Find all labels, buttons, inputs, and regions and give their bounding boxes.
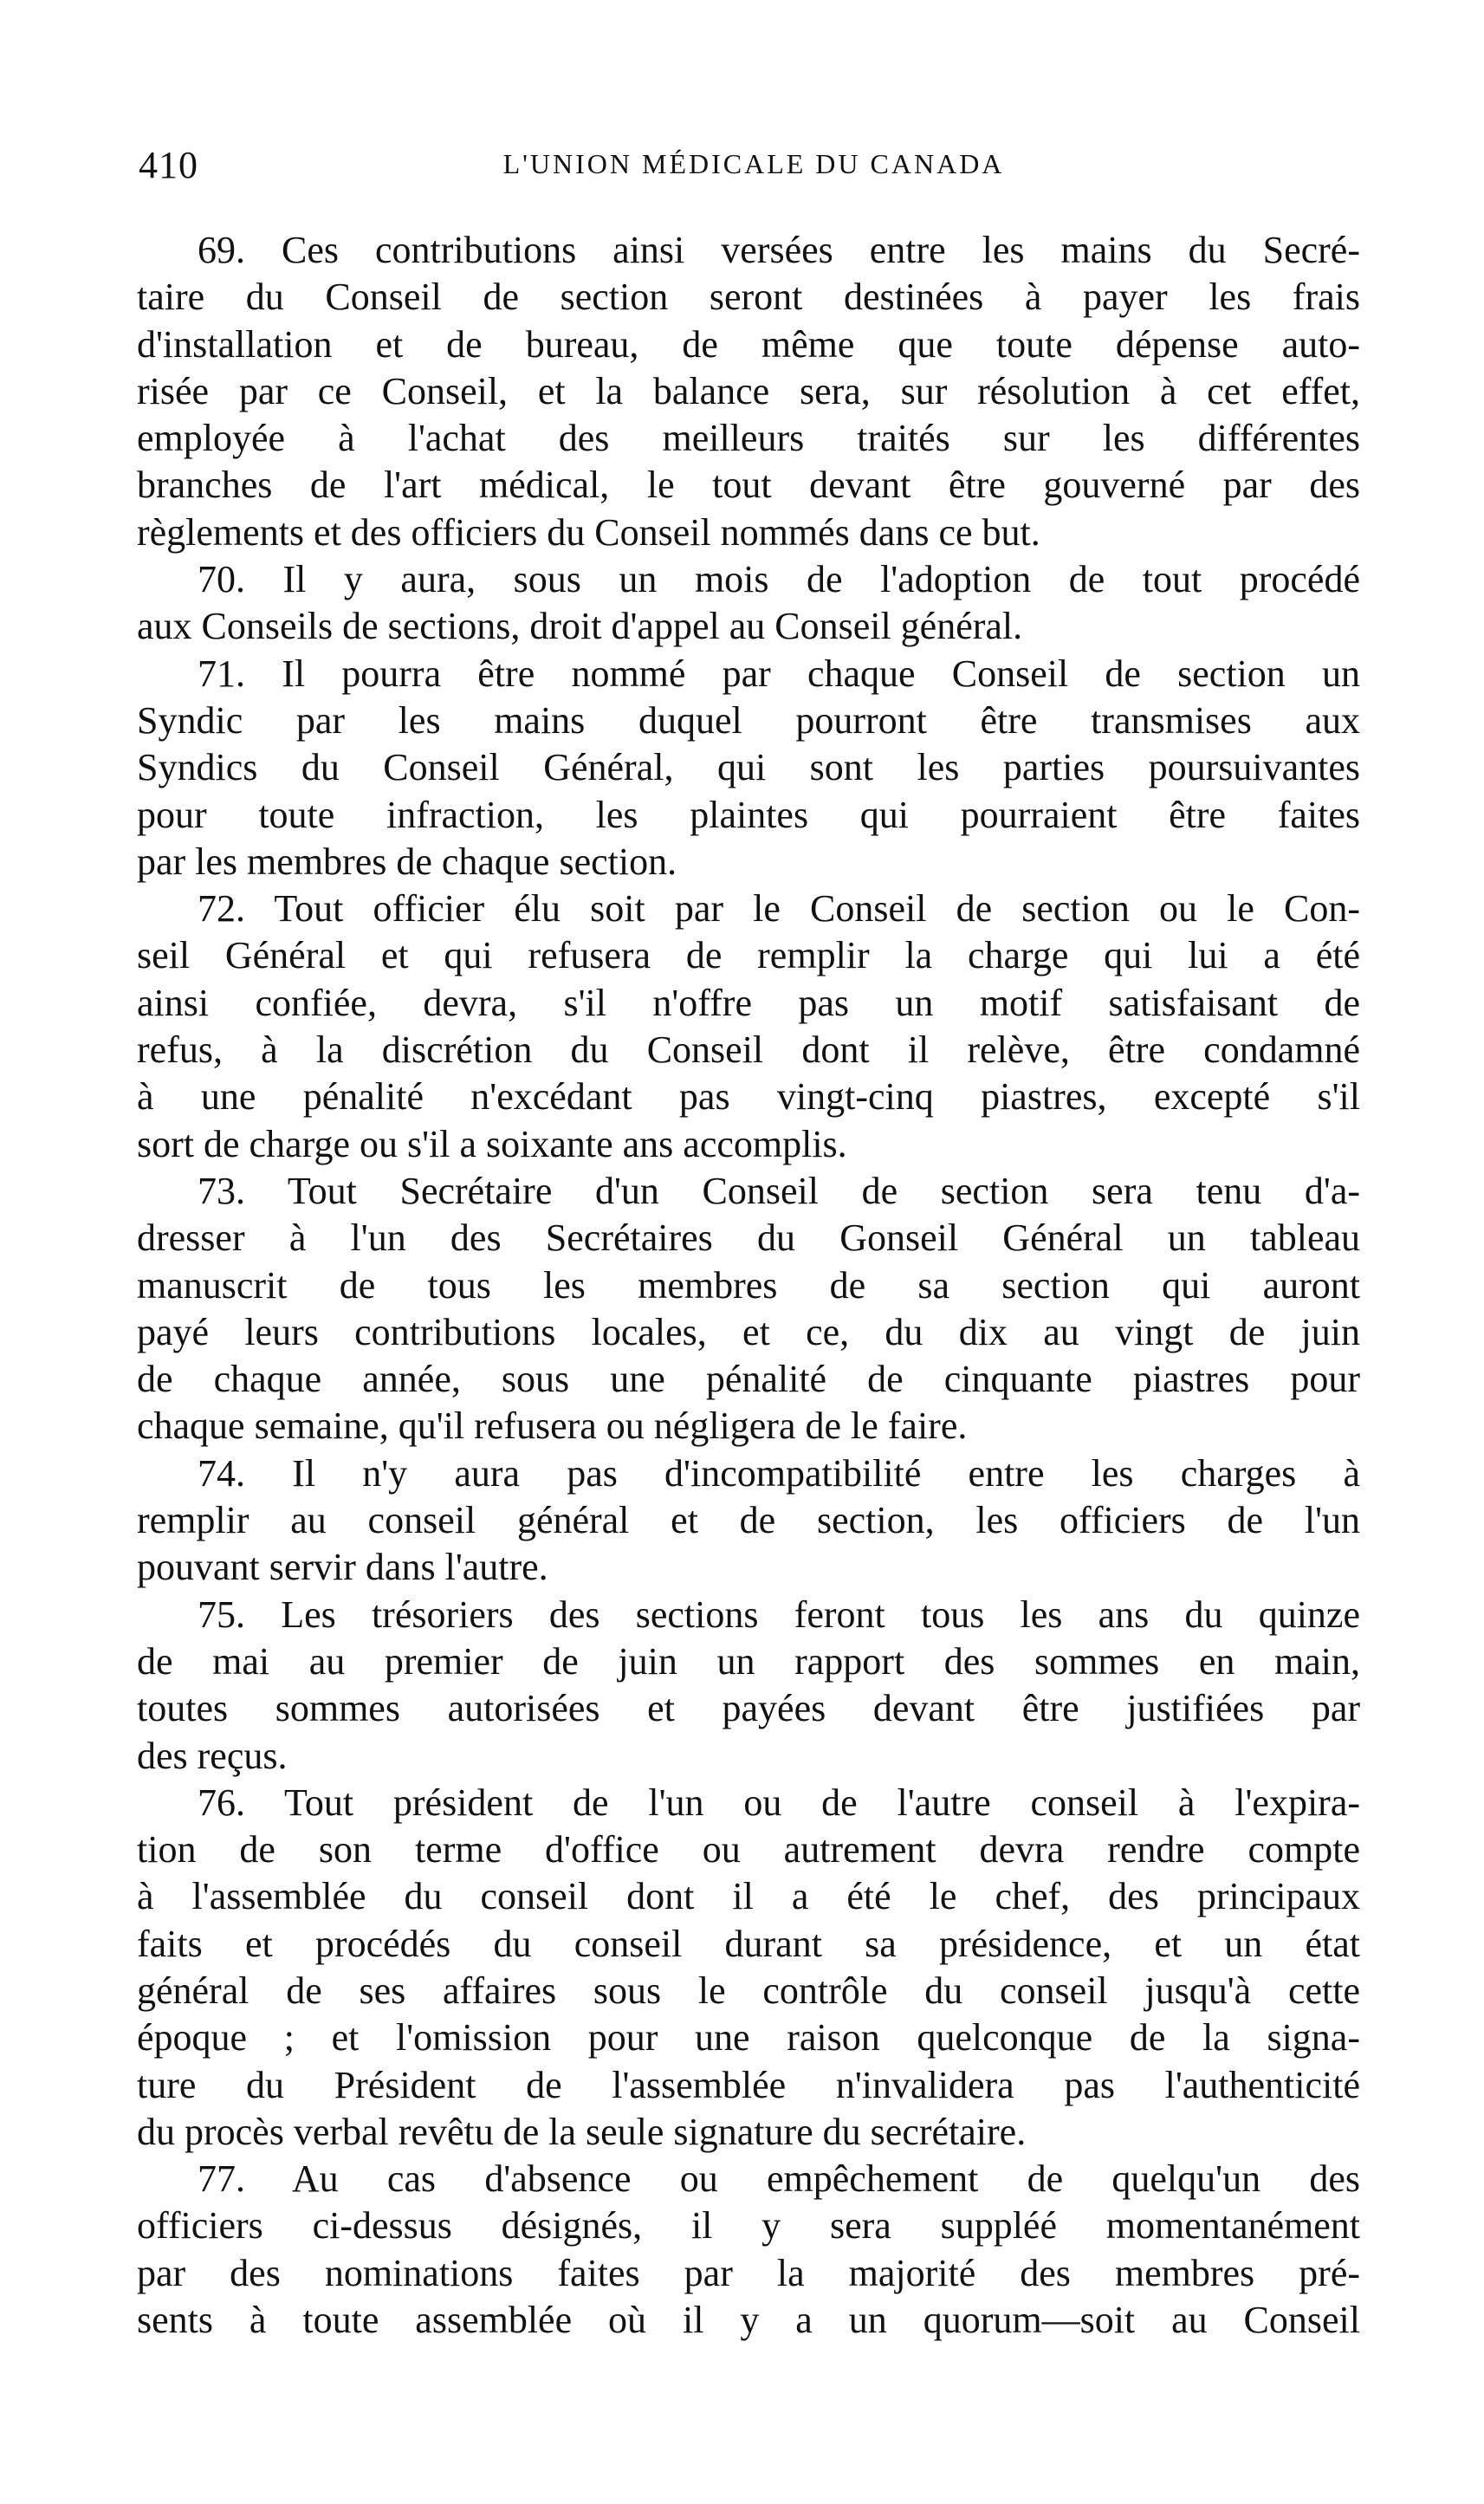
text-line: toutes sommes autorisées et payées devant être justifiées par xyxy=(137,1687,1360,1730)
text-line: sort de charge ou s'il a soixante ans accomplis. xyxy=(137,1122,847,1165)
text-line: par des nominations faites par la majorité des membres pré- xyxy=(137,2251,1360,2294)
page-number: 410 xyxy=(139,144,198,186)
text-line: à une pénalité n'excédant pas vingt-cinq piastres, excepté s'il xyxy=(137,1075,1360,1119)
text-line: taire du Conseil de section seront destinées à payer les frais xyxy=(137,276,1360,319)
text-line: 69. Ces contributions ainsi versées entre les mains du Secré- xyxy=(198,229,1360,271)
text-line: 77. Au cas d'absence ou empêchement de quelqu'un des xyxy=(198,2157,1360,2201)
text-line: refus, à la discrétion du Conseil dont il relève, être condamné xyxy=(137,1028,1360,1072)
text-line: chaque semaine, qu'il refusera ou négligera de le faire. xyxy=(137,1404,968,1448)
text-line: seil Général et qui refusera de remplir la charge qui lui a été xyxy=(137,934,1360,977)
text-line: d'installation et de bureau, de même que toute dépense auto- xyxy=(137,322,1360,366)
text-line: 71. Il pourra être nommé par chaque Conseil de section un xyxy=(198,652,1360,695)
text-line: du procès verbal revêtu de la seule signature du secrétaire. xyxy=(137,2110,1027,2153)
text-line: 74. Il n'y aura pas d'incompatibilité entre les charges à xyxy=(198,1451,1360,1495)
text-line: remplir au conseil général et de section, les officiers de l'un xyxy=(137,1499,1360,1542)
text-line: aux Conseils de sections, droit d'appel au Conseil général. xyxy=(137,605,1023,648)
text-line: employée à l'achat des meilleurs traités sur les différentes xyxy=(137,417,1360,460)
text-line: pouvant servir dans l'autre. xyxy=(137,1546,548,1589)
text-line: 72. Tout officier élu soit par le Conseil de section ou le Con- xyxy=(198,887,1360,931)
text-line: ture du Président de l'assemblée n'invalidera pas l'authenticité xyxy=(137,2063,1360,2106)
text-line: Syndic par les mains duquel pourront être transmises aux xyxy=(137,698,1360,742)
text-line: de mai au premier de juin un rapport des sommes en main, xyxy=(137,1639,1360,1683)
running-title: L'UNION MÉDICALE DU CANADA xyxy=(502,148,1005,179)
text-line: branches de l'art médical, le tout devant être gouverné par des xyxy=(137,464,1360,507)
text-line: des reçus. xyxy=(137,1734,288,1777)
text-line: de chaque année, sous une pénalité de cinquante piastres pour xyxy=(137,1358,1360,1401)
text-line: payé leurs contributions locales, et ce, du dix au vingt de juin xyxy=(137,1310,1360,1353)
text-line: faits et procédés du conseil durant sa présidence, et un état xyxy=(137,1922,1360,1965)
text-line: 73. Tout Secrétaire d'un Conseil de section sera tenu d'a- xyxy=(198,1169,1360,1212)
text-line: officiers ci-dessus désignés, il y sera suppléé momentanément xyxy=(137,2204,1360,2248)
text-line: 70. Il y aura, sous un mois de l'adoption de tout procédé xyxy=(198,558,1360,601)
text-line: pour toute infraction, les plaintes qui pourraient être faites xyxy=(137,793,1360,836)
text-line: 76. Tout président de l'un ou de l'autre conseil à l'expira- xyxy=(198,1781,1360,1824)
text-line: général de ses affaires sous le contrôle du conseil jusqu'à cette xyxy=(137,1969,1360,2012)
text-line: tion de son terme d'office ou autrement devra rendre compte xyxy=(137,1828,1360,1872)
text-line: règlements et des officiers du Conseil nommés dans ce but. xyxy=(137,510,1040,554)
text-line: Syndics du Conseil Général, qui sont les parties poursuivantes xyxy=(137,746,1360,789)
text-line: par les membres de chaque section. xyxy=(137,840,677,883)
text-line: dresser à l'un des Secrétaires du Gonseil Général un tableau xyxy=(137,1216,1360,1260)
text-line: 75. Les trésoriers des sections feront tous les ans du quinze xyxy=(198,1593,1360,1636)
page-header xyxy=(139,143,1369,195)
text-line: manuscrit de tous les membres de sa section qui auront xyxy=(137,1263,1360,1307)
text-line: sents à toute assemblée où il y a un quorum—soit au Conseil xyxy=(137,2299,1360,2342)
text-line: époque ; et l'omission pour une raison quelconque de la signa- xyxy=(137,2016,1360,2060)
body-text xyxy=(137,227,1360,2344)
text-line: à l'assemblée du conseil dont il a été le chef, des principaux xyxy=(137,1875,1360,1918)
text-line: ainsi confiée, devra, s'il n'offre pas un motif satisfaisant de xyxy=(137,981,1360,1024)
text-line: risée par ce Conseil, et la balance sera, sur résolution à cet effet, xyxy=(137,369,1360,412)
